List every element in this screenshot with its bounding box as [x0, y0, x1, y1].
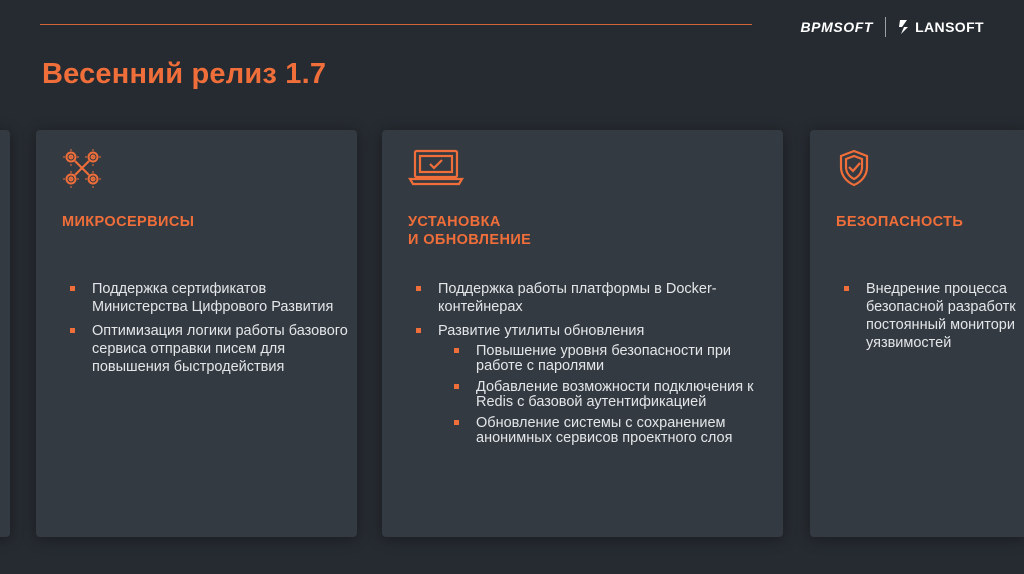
list-item-text: Развитие утилиты обновления [438, 323, 645, 339]
header-rule [40, 24, 752, 25]
card-title: БЕЗОПАСНОСТЬ [836, 214, 964, 230]
card-install-update [382, 130, 783, 537]
list-item [416, 322, 779, 446]
laptop-check-icon [408, 148, 452, 188]
bullet-list [70, 280, 353, 382]
card-peek-left [0, 130, 10, 537]
logo-divider [885, 17, 886, 37]
lansoft-logo-text: LANSOFT [915, 19, 984, 35]
sub-list-item: Повышение уровня безопасности при работе с паролями [454, 344, 779, 374]
lansoft-mark-icon [898, 19, 910, 35]
page-title: Весенний релиз 1.7 [42, 58, 327, 90]
sub-list-item: Обновление системы с сохранением анонимных сервисов проектного слоя [454, 416, 779, 446]
card-microservices [36, 130, 357, 537]
sub-bullet-list [454, 344, 779, 446]
list-item: Внедрение процесса безопасной разработк постоянный монитори уязвимостей [844, 280, 1024, 352]
list-item: Поддержка сертификатов Министерства Цифрового Развития [70, 280, 353, 316]
list-item: Поддержка работы платформы в Docker-контейнерах [416, 280, 779, 316]
shield-check-icon [836, 148, 880, 188]
card-title: УСТАНОВКА И ОБНОВЛЕНИЕ [408, 214, 532, 248]
bpmsoft-logo: BPMSOFT [800, 19, 874, 35]
card-title: МИКРОСЕРВИСЫ [62, 214, 195, 230]
list-item: Оптимизация логики работы базового сервиса отправки писем для повышения быстродействия [70, 322, 353, 376]
sub-list-item: Добавление возможности подключения к Redis с базовой аутентификацией [454, 380, 779, 410]
lansoft-logo [898, 19, 984, 35]
gears-network-icon [62, 148, 106, 188]
bullet-list [844, 280, 1024, 358]
card-security [810, 130, 1024, 537]
bullet-list [416, 280, 779, 452]
header-logos [800, 17, 984, 37]
